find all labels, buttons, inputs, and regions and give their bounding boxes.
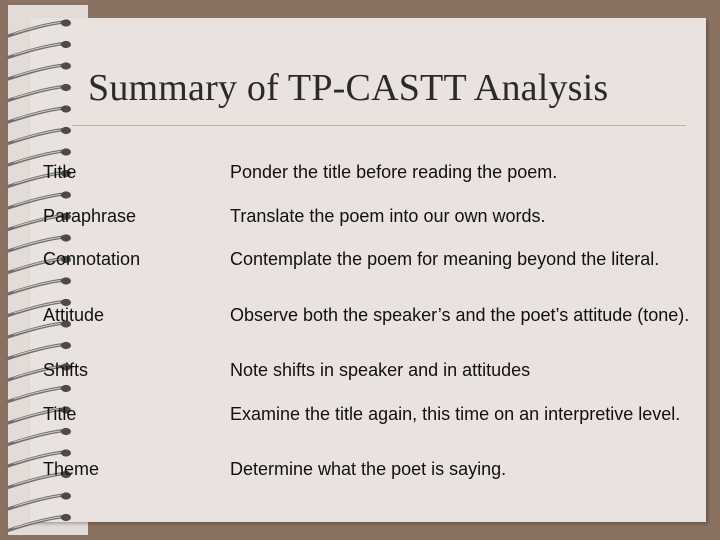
- term-label: Paraphrase: [43, 206, 137, 226]
- spiral-ring-icon: [8, 277, 71, 294]
- spiral-ring-icon: [8, 19, 71, 36]
- spiral-ring-icon: [8, 62, 71, 79]
- term-description: Determine what the poet is saying.: [230, 459, 507, 479]
- term-description: Note shifts in speaker and in attitudes: [230, 360, 531, 380]
- term-label: Title: [43, 162, 77, 182]
- spiral-ring-icon: [8, 41, 71, 58]
- term-description: Examine the title again, this time on an interpretive level.: [230, 404, 681, 424]
- term-label: Title: [43, 404, 77, 424]
- term-description: Ponder the title before reading the poem.: [230, 162, 558, 182]
- spiral-ring-icon: [8, 385, 71, 402]
- term-label: Shifts: [43, 360, 89, 380]
- term-description: Observe both the speaker’s and the poet’s attitude (tone).: [230, 305, 690, 325]
- spiral-ring-icon: [8, 127, 71, 144]
- term-description: Contemplate the poem for meaning beyond the literal.: [230, 249, 660, 269]
- term-description: Translate the poem into our own words.: [230, 206, 546, 226]
- spiral-ring-icon: [8, 428, 71, 445]
- spiral-ring-icon: [8, 84, 71, 101]
- term-label: Attitude: [43, 305, 105, 325]
- spiral-ring-icon: [8, 105, 71, 122]
- term-label: Connotation: [43, 249, 141, 269]
- slide-title: Summary of TP-CASTT Analysis: [88, 67, 609, 109]
- spiral-ring-icon: [8, 492, 71, 509]
- title-divider: [72, 125, 686, 126]
- spiral-ring-icon: [8, 514, 71, 531]
- spiral-ring-icon: [8, 342, 71, 359]
- term-label: Theme: [43, 459, 100, 479]
